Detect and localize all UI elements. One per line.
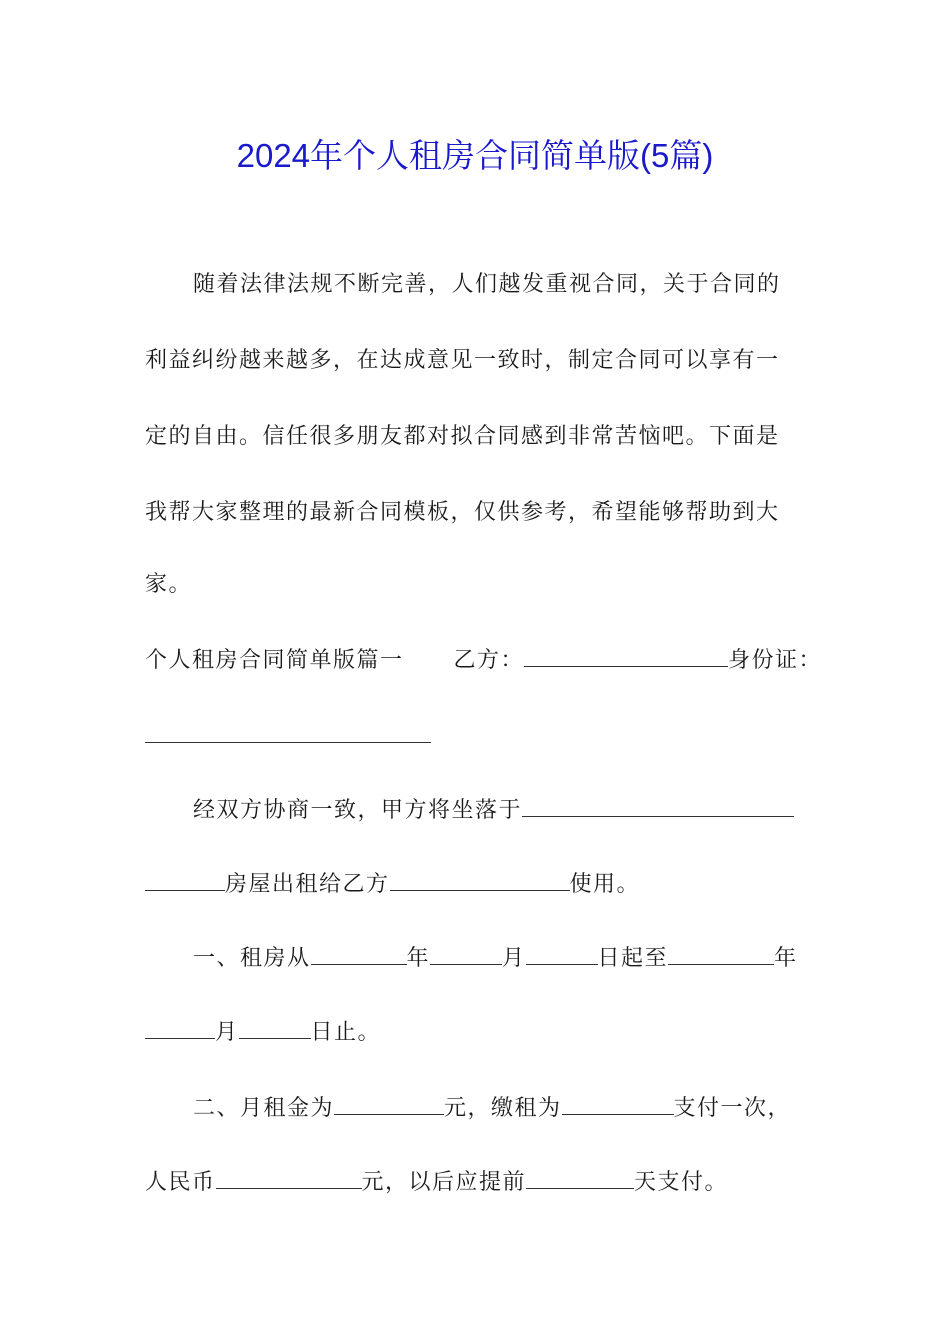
advance-days-blank[interactable]	[526, 1168, 634, 1189]
clause-intro-text-2: 房屋出租给乙方	[225, 872, 390, 897]
start-year-blank[interactable]	[311, 944, 407, 965]
clause-intro-text-3: 使用。	[569, 872, 641, 897]
clause-1-line-1	[193, 944, 798, 974]
end-year-blank[interactable]	[668, 944, 774, 965]
payment-period-blank[interactable]	[562, 1094, 674, 1115]
year-label-2: 年	[774, 946, 798, 971]
intro-line-5: 家。	[145, 572, 193, 597]
end-month-blank[interactable]	[145, 1018, 215, 1039]
id-label: 身份证：	[728, 648, 823, 673]
year-label: 年	[406, 946, 431, 971]
section-heading-line	[145, 646, 822, 676]
clause-intro-line-1	[193, 796, 794, 826]
clause-2-prefix: 二、月租金为	[193, 1096, 335, 1121]
id-blank-line	[145, 722, 431, 752]
start-month-blank[interactable]	[430, 944, 502, 965]
clause-1-prefix: 一、租房从	[193, 946, 311, 971]
intro-line-3: 定的自由。信任很多朋友都对拟合同感到非常苦恼吧。下面是	[145, 424, 780, 449]
address-blank-cont[interactable]	[145, 870, 225, 891]
rmb-label: 人民币	[145, 1170, 216, 1195]
end-day-blank[interactable]	[239, 1018, 311, 1039]
rent-yuan-label: 元，缴租为	[444, 1096, 562, 1121]
document-title: 2024年个人租房合同简单版(5篇)	[236, 137, 714, 174]
clause-2-line-2	[145, 1168, 728, 1198]
section-heading: 个人租房合同简单版篇一	[145, 648, 404, 673]
yuan-advance-label: 元，以后应提前	[361, 1170, 527, 1195]
intro-line-1: 随着法律法规不断完善，人们越发重视合同，关于合同的	[193, 272, 781, 297]
rent-amount-blank[interactable]	[334, 1094, 444, 1115]
clause-intro-text-1: 经双方协商一致，甲方将坐落于	[193, 798, 523, 823]
party-b-blank[interactable]	[524, 646, 728, 667]
intro-line-2: 利益纠纷越来越多，在达成意见一致时，制定合同可以享有一	[145, 348, 780, 373]
address-blank[interactable]	[522, 796, 794, 817]
pay-once-label: 支付一次，	[673, 1096, 792, 1121]
days-label: 天支付。	[634, 1170, 729, 1195]
day-from-label: 日起至	[597, 946, 669, 971]
month-label: 月	[502, 946, 526, 971]
day-to-label: 日止。	[310, 1020, 382, 1045]
id-number-blank[interactable]	[145, 722, 431, 743]
month-label-2: 月	[215, 1020, 239, 1045]
usage-blank[interactable]	[390, 870, 570, 891]
rmb-amount-blank[interactable]	[216, 1168, 362, 1189]
clause-intro-line-2	[145, 870, 640, 900]
party-b-label: 乙方：	[453, 648, 525, 673]
intro-line-4: 我帮大家整理的最新合同模板，仅供参考，希望能够帮助到大	[145, 500, 780, 525]
clause-1-line-2	[145, 1018, 381, 1048]
start-day-blank[interactable]	[526, 944, 598, 965]
clause-2-line-1	[193, 1094, 791, 1124]
